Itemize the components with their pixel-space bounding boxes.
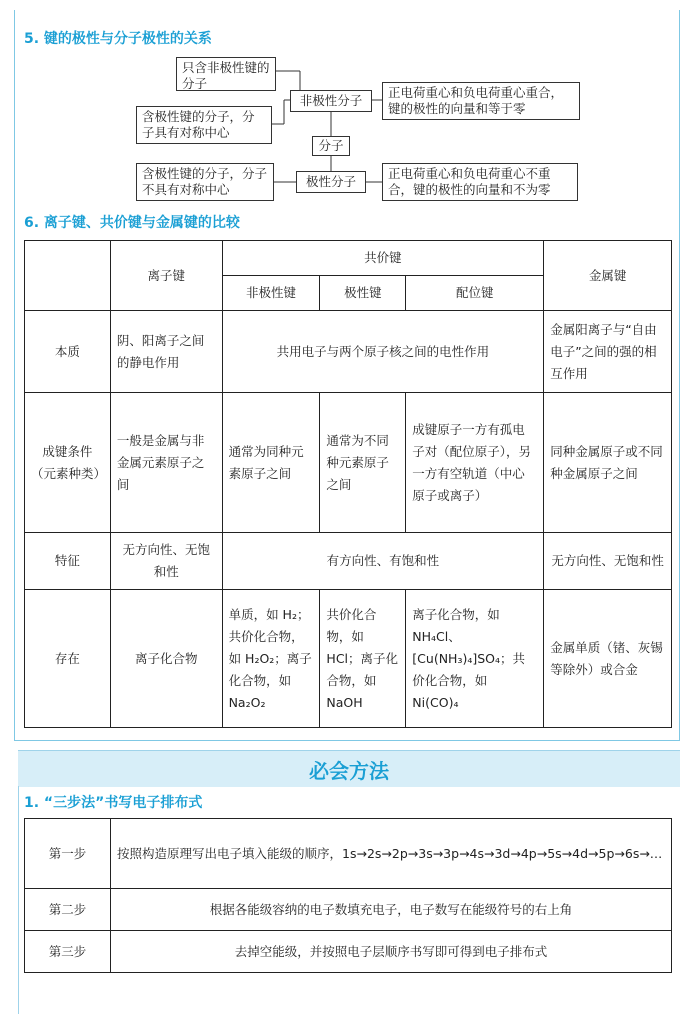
- method1-heading: 1. “三步法”书写电子排布式: [24, 795, 203, 811]
- condition-ionic: 一般是金属与非金属元素原子之间: [110, 393, 222, 533]
- table-row-existence: [25, 590, 672, 728]
- node-molecule: 分子: [312, 136, 350, 156]
- bond-comparison-table: [24, 240, 672, 728]
- row-label-feature: 特征: [25, 533, 111, 590]
- row-label-essence: 本质: [25, 311, 111, 393]
- table-row-feature: [25, 533, 672, 590]
- step-text: 按照构造原理写出电子填入能级的顺序，1s→2s→2p→3s→3p→4s→3d→4p→5s→4d→5p→6s→…: [111, 819, 672, 889]
- feature-metallic: 无方向性、无饱和性: [544, 533, 672, 590]
- header-nonpolar: 非极性键: [222, 276, 320, 311]
- header-blank: [25, 241, 111, 311]
- step-label: 第二步: [25, 889, 111, 931]
- box-only-nonpolar-bonds: 只含非极性键的分子: [176, 57, 276, 91]
- step-text: 去掉空能级，并按照电子层顺序书写即可得到电子排布式: [111, 931, 672, 973]
- table-row: [25, 819, 672, 889]
- header-metallic: 金属键: [544, 241, 672, 311]
- step-label: 第三步: [25, 931, 111, 973]
- header-covalent: 共价键: [222, 241, 544, 276]
- box-polar-symmetric: 含极性键的分子，分子具有对称中心: [136, 106, 272, 144]
- section-banner: 必会方法: [18, 750, 680, 787]
- essence-metallic: 金属阳离子与“自由电子”之间的强的相互作用: [544, 311, 672, 393]
- table-row: [25, 889, 672, 931]
- condition-nonpolar: 通常为同种元素原子之间: [222, 393, 320, 533]
- section6-heading: 6. 离子键、共价键与金属键的比较: [24, 215, 240, 231]
- existence-nonpolar: 单质，如 H₂；共价化合物，如 H₂O₂；离子化合物，如 Na₂O₂: [222, 590, 320, 728]
- essence-ionic: 阴、阳离子之间的静电作用: [110, 311, 222, 393]
- feature-covalent: 有方向性、有饱和性: [222, 533, 544, 590]
- existence-metallic: 金属单质（锗、灰锡等除外）或合金: [544, 590, 672, 728]
- table-row: [25, 931, 672, 973]
- existence-ionic: 离子化合物: [110, 590, 222, 728]
- table-row-condition: [25, 393, 672, 533]
- node-nonpolar-molecule: 非极性分子: [290, 90, 372, 112]
- step-label: 第一步: [25, 819, 111, 889]
- condition-polar: 通常为不同种元素原子之间: [320, 393, 406, 533]
- desc-nonpolar: 正电荷重心和负电荷重心重合，键的极性的向量和等于零: [382, 82, 580, 120]
- steps-table: [24, 818, 672, 973]
- essence-covalent: 共用电子与两个原子核之间的电性作用: [222, 311, 544, 393]
- header-polar: 极性键: [320, 276, 406, 311]
- box-polar-asymmetric: 含极性键的分子，分子不具有对称中心: [136, 163, 274, 201]
- condition-coordinate: 成键原子一方有孤电子对（配位原子），另一方有空轨道（中心原子或离子）: [406, 393, 544, 533]
- node-polar-molecule: 极性分子: [296, 171, 366, 193]
- header-coordinate: 配位键: [406, 276, 544, 311]
- section5-heading: 5. 键的极性与分子极性的关系: [24, 31, 212, 47]
- existence-polar: 共价化合物，如 HCl；离子化合物，如 NaOH: [320, 590, 406, 728]
- table-row-essence: [25, 311, 672, 393]
- desc-polar: 正电荷重心和负电荷重心不重合，键的极性的向量和不为零: [382, 163, 578, 201]
- row-label-condition: 成键条件（元素种类）: [25, 393, 111, 533]
- table-header-row: [25, 241, 672, 276]
- existence-coordinate: 离子化合物，如 NH₄Cl、[Cu(NH₃)₄]SO₄；共价化合物，如 Ni(CO)₄: [406, 590, 544, 728]
- condition-metallic: 同种金属原子或不同种金属原子之间: [544, 393, 672, 533]
- header-ionic: 离子键: [110, 241, 222, 311]
- feature-ionic: 无方向性、无饱和性: [110, 533, 222, 590]
- step-text: 根据各能级容纳的电子数填充电子，电子数写在能级符号的右上角: [111, 889, 672, 931]
- row-label-existence: 存在: [25, 590, 111, 728]
